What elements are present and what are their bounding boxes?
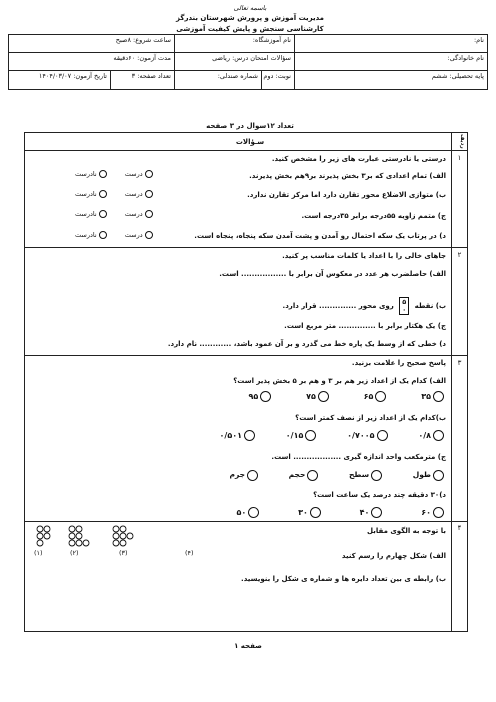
option[interactable]: ۷۵ bbox=[306, 392, 331, 401]
q2-item-a: الف) حاصلضرب هر عدد در معکوس آن برابر با ................. است. bbox=[219, 270, 446, 278]
page-footer: صفحه ۱ bbox=[234, 642, 262, 650]
q2-number: ۲ bbox=[457, 251, 462, 259]
true-label: درست bbox=[124, 170, 143, 178]
q1-a-choices bbox=[75, 170, 155, 178]
q4-title: با توجه به الگوی مقابل bbox=[367, 527, 446, 535]
org-line1: مدیریت آموزش و پرورش شهرستان بندرگز bbox=[176, 14, 324, 22]
radio-false[interactable] bbox=[99, 170, 107, 178]
option[interactable]: ۰/۷۰۰۵ bbox=[347, 431, 389, 440]
radio-false[interactable] bbox=[99, 210, 107, 218]
row-label-header: ردیف bbox=[459, 134, 465, 149]
radio-true[interactable] bbox=[145, 190, 153, 198]
option[interactable]: طول bbox=[413, 470, 446, 479]
option[interactable]: ۴۰ bbox=[360, 508, 385, 517]
q3-number: ۳ bbox=[457, 359, 462, 367]
q3-c-options bbox=[229, 469, 446, 481]
q1-title: درستی یا نادرستی عبارت های زیر را مشخص کنید. bbox=[271, 155, 446, 163]
radio-true[interactable] bbox=[145, 231, 153, 239]
option[interactable]: ۵۰ bbox=[237, 508, 262, 517]
option[interactable]: ۳۵ bbox=[421, 392, 446, 401]
radio-true[interactable] bbox=[145, 210, 153, 218]
pattern-label-3: (۳) bbox=[119, 549, 128, 557]
school-field: نام آموزشگاه: bbox=[174, 34, 295, 53]
q1-number: ۱ bbox=[457, 154, 462, 162]
q2-item-b bbox=[283, 297, 446, 315]
option[interactable]: جرم bbox=[229, 470, 260, 479]
q4-item-b: ب) رابطه ی بین تعداد دایره ها و شماره ی شکل را بنویسید. bbox=[241, 575, 446, 583]
pattern-label-2: (۲) bbox=[70, 549, 79, 557]
grade-field: پایه تحصیلی: ششم bbox=[294, 70, 488, 90]
q3-item-c: ج) مترمکعب واحد اندازه گیری .................. است. bbox=[271, 453, 446, 461]
seat-field: شماره صندلی: bbox=[174, 70, 262, 90]
option[interactable]: ۰/۵۰۱ bbox=[220, 431, 257, 440]
q4-number: ۴ bbox=[457, 524, 462, 532]
false-label: نادرست bbox=[75, 231, 97, 239]
q2-b-vector bbox=[399, 297, 409, 315]
q3-a-options bbox=[249, 391, 446, 402]
q2-b-pre: ب) نقطه bbox=[414, 302, 446, 310]
radio-false[interactable] bbox=[99, 190, 107, 198]
q3-d-options bbox=[237, 507, 446, 518]
family-field: نام خانوادگی: bbox=[294, 52, 488, 71]
option[interactable]: ۹۵ bbox=[249, 392, 274, 401]
q1-d-choices bbox=[75, 231, 155, 239]
questions-header: سـؤالات bbox=[235, 138, 265, 146]
option[interactable]: ۶۵ bbox=[364, 392, 389, 401]
false-label: نادرست bbox=[75, 210, 97, 218]
q2-b-bottom: ۰ bbox=[402, 306, 407, 314]
q3-item-a: الف) کدام یک از اعداد زیر هم بر ۳ و هم بر ۵ بخش پذیر است؟ bbox=[233, 377, 446, 385]
date-field: تاریخ آزمون: ۱۴۰۴/۰۳/۰۷ bbox=[8, 70, 111, 90]
q4-item-a: الف) شکل چهارم را رسم کنید bbox=[341, 552, 446, 560]
option[interactable]: ۰/۱۵ bbox=[286, 431, 319, 440]
name-field: نام: bbox=[294, 34, 488, 53]
q2-b-top: ۵ bbox=[402, 298, 407, 306]
option[interactable]: ۶۰ bbox=[421, 508, 446, 517]
q2-item-c: ج) یک هکتار برابر با .............. متر مربع است. bbox=[284, 322, 446, 330]
circle-pattern-figure bbox=[28, 523, 203, 563]
true-label: درست bbox=[124, 231, 143, 239]
bismillah: باسمه تعالی bbox=[233, 4, 267, 12]
q1-item-b: ب) متوازی الاضلاع محور تقارن دارد اما مرکز تقارن ندارد. bbox=[247, 191, 446, 199]
q1-item-d: د) در پرتاب یک سکه احتمال رو آمدن و پشت آمدن سکه پنجاه، پنجاه است. bbox=[194, 232, 446, 240]
summary-title: تعداد ۱۲سوال در ۳ صفحه bbox=[206, 122, 294, 130]
true-label: درست bbox=[124, 190, 143, 198]
pattern-label-4: (۴) bbox=[185, 549, 194, 557]
radio-false[interactable] bbox=[99, 231, 107, 239]
org-line2: کارشناسی سنجش و پایش کیفیت آموزشی bbox=[176, 25, 324, 33]
radio-true[interactable] bbox=[145, 170, 153, 178]
q1-b-choices bbox=[75, 190, 155, 198]
turn-field: نوبت: دوم bbox=[261, 70, 295, 90]
q3-title: پاسخ صحیح را علامت بزنید. bbox=[351, 359, 446, 367]
q3-item-b: ب)کدام یک از اعداد زیر از نصف کمتر است؟ bbox=[295, 414, 446, 422]
duration-field: مدت آزمون: ۶۰دقیقه bbox=[8, 52, 175, 71]
q1-item-a: الف) تمام اعدادی که بر۳ بخش پذیرند بر۹هم بخش پذیرند. bbox=[249, 172, 446, 180]
q2-title: جاهای خالی را با اعداد یا کلمات مناسب پر کنید. bbox=[282, 252, 446, 260]
q2-b-post: روی محور .............. قرار دارد. bbox=[282, 302, 394, 310]
pages-field: تعداد صفحه: ۳ bbox=[110, 70, 175, 90]
start-time-field: ساعت شروع: ۸صبح bbox=[8, 34, 175, 53]
false-label: نادرست bbox=[75, 190, 97, 198]
subject-field: سؤالات امتحان درس: ریاضی bbox=[174, 52, 295, 71]
q3-b-options bbox=[220, 430, 446, 441]
option[interactable]: سطح bbox=[349, 470, 384, 479]
pattern-label-1: (۱) bbox=[34, 549, 43, 557]
option[interactable]: ۰/۸ bbox=[418, 431, 446, 440]
true-label: درست bbox=[124, 210, 143, 218]
q1-item-c: ج) متمم زاویه ۵۵درجه برابر ۳۵درجه است. bbox=[301, 212, 446, 220]
false-label: نادرست bbox=[75, 170, 97, 178]
q3-item-d: د)۳۰ دقیقه چند درصد یک ساعت است؟ bbox=[313, 491, 446, 499]
q2-item-d: د) خطی که از وسط یک پاره خط می گذرد و بر آن عمود باشد، ............ نام دارد. bbox=[167, 340, 446, 348]
option[interactable]: حجم bbox=[289, 470, 321, 479]
option[interactable]: ۳۰ bbox=[298, 508, 323, 517]
q1-c-choices bbox=[75, 210, 155, 218]
